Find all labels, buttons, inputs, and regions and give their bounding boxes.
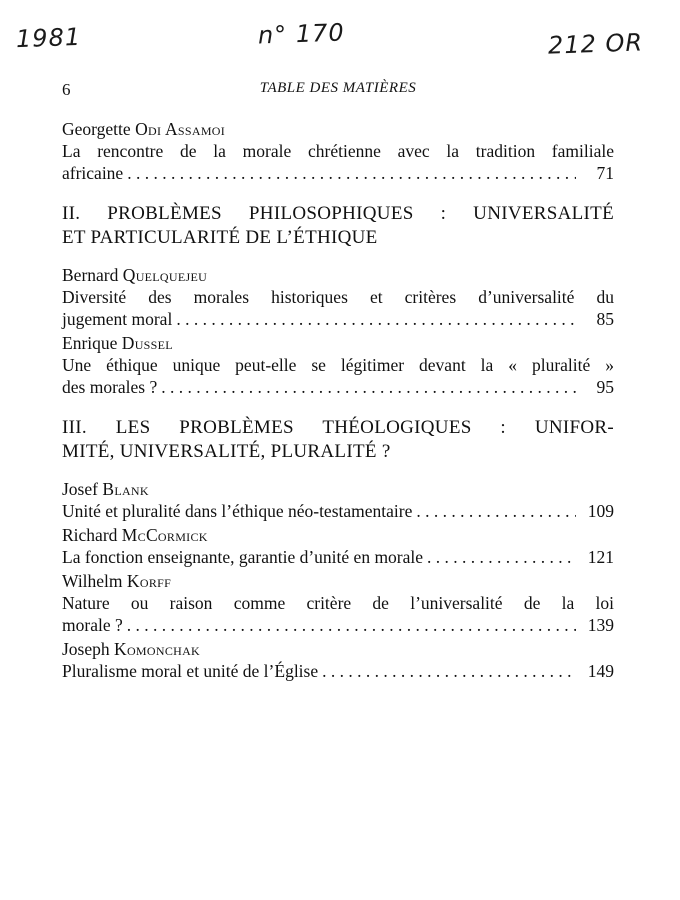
author-first-name: Georgette bbox=[62, 119, 131, 139]
leader-dots bbox=[427, 546, 576, 568]
entry-author bbox=[62, 524, 614, 546]
toc-entry bbox=[62, 118, 614, 184]
entry-title-end: Unité et pluralité dans l’éthique néo-testamentaire bbox=[62, 501, 413, 521]
entry-author bbox=[62, 332, 614, 354]
section-heading-line: II. PROBLÈMES PHILOSOPHIQUES : UNIVERSALITÉ bbox=[62, 203, 614, 224]
author-first-name: Josef bbox=[62, 479, 98, 499]
entry-title-last-line bbox=[62, 376, 614, 398]
leader-dots bbox=[176, 308, 576, 330]
entry-title-last-line bbox=[62, 614, 614, 636]
entry-title-last-line bbox=[62, 500, 614, 522]
leader-dots bbox=[322, 660, 576, 682]
toc-entry bbox=[62, 332, 614, 398]
author-first-name: Wilhelm bbox=[62, 571, 123, 591]
section-heading-line: III. LES PROBLÈMES THÉOLOGIQUES : UNIFOR- bbox=[62, 417, 614, 438]
entry-title-end: Pluralisme moral et unité de l’Église bbox=[62, 661, 319, 681]
entry-title-line: Diversité des morales historiques et critères d’universalité du bbox=[62, 287, 614, 307]
entry-title-line: Nature ou raison comme critère de l’universalité de la loi bbox=[62, 593, 614, 613]
toc-entry bbox=[62, 638, 614, 682]
entry-title-end: africaine bbox=[62, 163, 124, 183]
entry-title-end: La fonction enseignante, garantie d’unité en morale bbox=[62, 547, 424, 567]
author-first-name: Bernard bbox=[62, 265, 119, 285]
author-last-name: Blank bbox=[102, 479, 149, 499]
leader-dots bbox=[161, 376, 576, 398]
toc-entry bbox=[62, 570, 614, 636]
entry-page-number: 95 bbox=[596, 377, 614, 397]
author-last-name: Korff bbox=[126, 571, 172, 591]
running-head bbox=[62, 80, 614, 102]
author-last-name: McCormick bbox=[121, 525, 208, 545]
toc-entry bbox=[62, 478, 614, 522]
handwritten-number: n° 170 bbox=[257, 18, 346, 50]
entry-title-end: morale ? bbox=[62, 615, 123, 635]
author-last-name: Quelquejeu bbox=[122, 265, 208, 285]
entry-page-number: 85 bbox=[596, 309, 614, 329]
entry-title-last-line bbox=[62, 660, 614, 682]
leader-dots bbox=[416, 500, 576, 522]
entry-title-end: jugement moral bbox=[62, 309, 173, 329]
entry-author bbox=[62, 638, 614, 660]
author-first-name: Enrique bbox=[62, 333, 118, 353]
leader-dots bbox=[127, 162, 576, 184]
author-last-name: Odi Assamoi bbox=[135, 119, 226, 139]
page-number: 6 bbox=[62, 80, 71, 99]
entry-page-number: 149 bbox=[587, 661, 614, 681]
entry-page-number: 71 bbox=[596, 163, 614, 183]
running-head-title: TABLE DES MATIÈRES bbox=[259, 80, 417, 96]
section-heading-line: ET PARTICULARITÉ DE L’ÉTHIQUE bbox=[62, 227, 378, 248]
entry-title-last-line bbox=[62, 308, 614, 330]
table-of-contents bbox=[62, 118, 614, 684]
entry-author bbox=[62, 570, 614, 592]
toc-entry bbox=[62, 264, 614, 330]
toc-entry bbox=[62, 524, 614, 568]
author-last-name: Dussel bbox=[121, 333, 173, 353]
section-heading bbox=[62, 416, 614, 464]
entry-title-line: La rencontre de la morale chrétienne avec la tradition familiale bbox=[62, 141, 614, 161]
author-first-name: Richard bbox=[62, 525, 118, 545]
author-last-name: Komonchak bbox=[114, 639, 201, 659]
author-first-name: Joseph bbox=[62, 639, 110, 659]
section-heading-line: MITÉ, UNIVERSALITÉ, PLURALITÉ ? bbox=[62, 441, 391, 462]
entry-author bbox=[62, 478, 614, 500]
handwritten-reference: 212 OR bbox=[547, 28, 644, 60]
entry-title-last-line bbox=[62, 546, 614, 568]
entry-title-end: des morales ? bbox=[62, 377, 158, 397]
leader-dots bbox=[127, 614, 576, 636]
entry-title-last-line bbox=[62, 162, 614, 184]
entry-author bbox=[62, 118, 614, 140]
handwritten-year: 1981 bbox=[15, 22, 82, 54]
entry-author bbox=[62, 264, 614, 286]
entry-page-number: 139 bbox=[587, 615, 614, 635]
entry-title-line: Une éthique unique peut-elle se légitimer devant la « pluralité » bbox=[62, 355, 614, 375]
section-heading bbox=[62, 202, 614, 250]
entry-page-number: 121 bbox=[587, 547, 614, 567]
entry-page-number: 109 bbox=[587, 501, 614, 521]
